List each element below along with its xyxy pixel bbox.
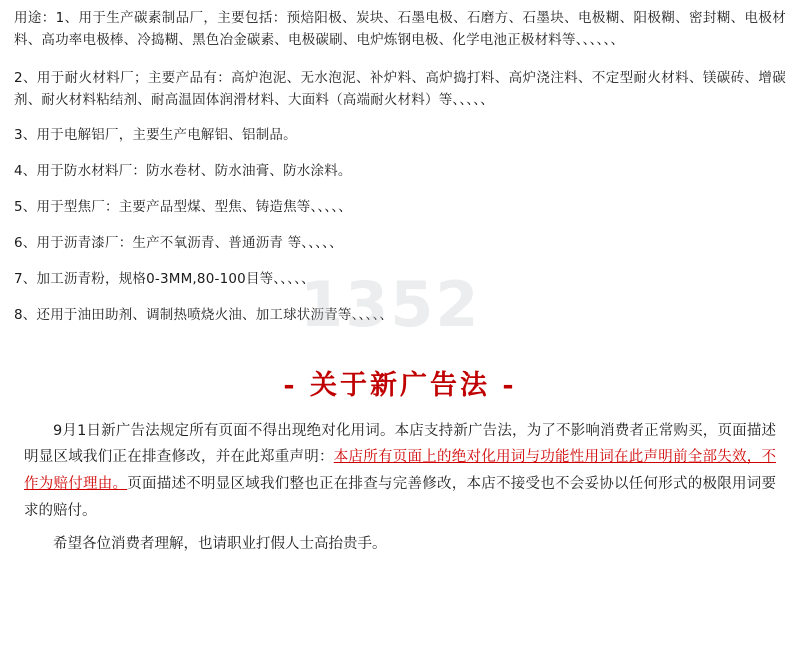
ad-law-text-part-1: 9月1日新广告法规定所有页面不得出现绝对化用词。本店支持新广告法，为了不影响消费者正常购买，页面描述明显区域我们正在排查修改，并在此郑重声明： xyxy=(24,422,776,466)
usage-item: 7、加工沥青粉，规格0-3MM,80-100目等、、、、、 xyxy=(14,270,315,287)
usage-item: 6、用于沥青漆厂：生产不氧沥青、普通沥青 等、、、、、 xyxy=(14,235,343,252)
ad-law-text-part-2: 页面描述不明显区域我们整也正在排查与完善修改，本店不接受也不会妥协以任何形式的极限用词要求的赔付。 xyxy=(24,476,776,520)
ad-law-paragraph-1 xyxy=(24,418,776,525)
ad-law-highlight: 本店所有页面上的绝对化用词与功能性用词在此声明前全部失效，不作为赔付理由。 xyxy=(24,449,776,493)
ad-law-title: - 关于新广告法 - xyxy=(283,369,517,401)
usage-item: 4、用于防水材料厂：防水卷材、防水油膏、防水涂料。 xyxy=(14,163,352,180)
ad-law-section xyxy=(14,363,786,558)
ad-law-body xyxy=(14,418,786,558)
usage-item: 2、用于耐火材料厂；主要产品有：高炉泡泥、无水泡泥、补炉料、高炉捣打料、高炉浇注料、不定型耐火材料、镁碳砖、增碳剂、耐火材料粘结剂、耐高温固体润滑材料、大面料（高端耐火材料）等、、、、、 xyxy=(14,69,786,108)
usage-item: 5、用于型焦厂：主要产品型煤、型焦、铸造焦等、、、、、 xyxy=(14,199,352,216)
usage-item: 8、还用于油田助剂、调制热喷烧火油、加工球状沥青等、、、、、 xyxy=(14,306,394,323)
usage-item: 3、用于电解铝厂，主要生产电解铝、铝制品。 xyxy=(14,127,297,144)
usage-list xyxy=(14,8,786,327)
usage-item: 用途：1、用于生产碳素制品厂，主要包括：预焙阳极、炭块、石墨电极、石磨方、石墨块、电极糊、阳极糊、密封糊、电极材料、高功率电极棒、冷捣糊、黑色冶金碳素、电极碳刷、电炉炼钢电极、化学电池正极材料等、、、、、、 xyxy=(14,10,786,48)
ad-law-paragraph-2: 希望各位消费者理解，也请职业打假人士高抬贵手。 xyxy=(53,535,387,552)
watermark-text: 1352 xyxy=(300,268,481,341)
